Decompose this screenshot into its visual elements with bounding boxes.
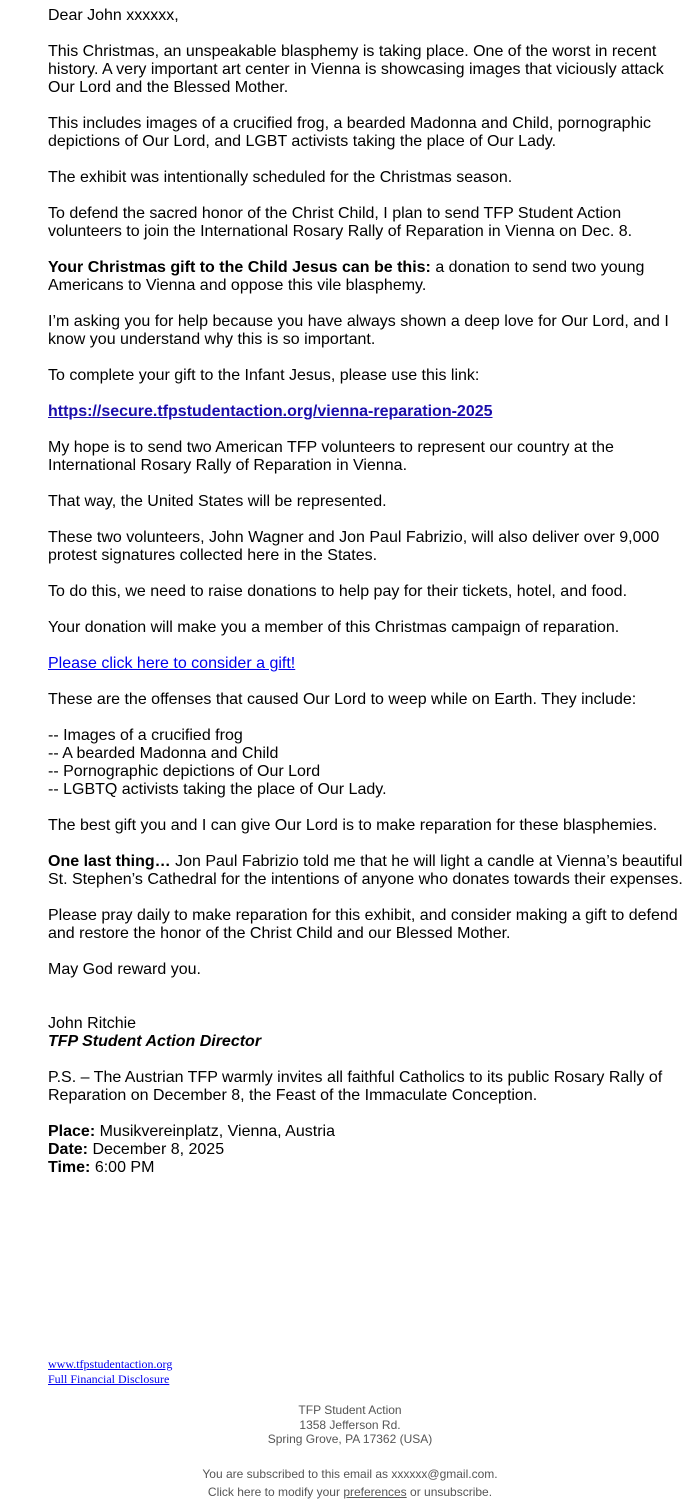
signer-name: John Ritchie xyxy=(48,1015,137,1032)
paragraph-reward: May God reward you. xyxy=(48,961,201,978)
donation-url-link[interactable]: https://secure.tfpstudentaction.org/vienna-reparation-2025 xyxy=(48,403,493,420)
last-thing-text: Jon Paul Fabrizio told me that he will light a candle at Vienna’s beautiful St. Stephen’s Cathedral for the intentions of anyone who donates towards their expenses. xyxy=(48,853,683,888)
gift-heading: Your Christmas gift to the Child Jesus can be this: xyxy=(48,259,431,276)
paragraph-schedule: The exhibit was intentionally scheduled for the Christmas season. xyxy=(48,169,513,186)
offenses-list xyxy=(48,727,693,799)
org-name: TFP Student Action xyxy=(298,1403,402,1417)
postscript: P.S. – The Austrian TFP warmly invites all faithful Catholics to its public Rosary Rally of Reparation on December 8, the Feast of the Immaculate Conception. xyxy=(48,1069,663,1104)
footer-links xyxy=(48,1357,172,1387)
paragraph-pray: Please pray daily to make reparation for this exhibit, and consider making a gift to defend and restore the honor of the Christ Child and our Blessed Mother. xyxy=(48,907,678,942)
paragraph-complete: To complete your gift to the Infant Jesus, please use this link: xyxy=(48,367,480,384)
gift-link-paragraph xyxy=(48,655,693,673)
event-time: Time: 6:00 PM xyxy=(48,1159,155,1176)
list-item: -- Images of a crucified frog xyxy=(48,727,243,744)
modify-notice: Click here to modify your preferences or unsubscribe. xyxy=(207,1485,493,1499)
list-item: -- A bearded Madonna and Child xyxy=(48,745,279,762)
list-item: -- Pornographic depictions of Our Lord xyxy=(48,763,321,780)
paragraph-gift xyxy=(48,259,693,295)
paragraph-offenses: These are the offenses that caused Our Lord to weep while on Earth. They include: xyxy=(48,691,637,708)
consider-gift-link[interactable]: Please click here to consider a gift! xyxy=(48,655,296,672)
donation-url-paragraph xyxy=(48,403,693,421)
paragraph-images: This includes images of a crucified frog, a bearded Madonna and Child, pornographic depictions of Our Lord, and LGBT activists taking the place of Our Lady. xyxy=(48,115,652,150)
signer-title: TFP Student Action Director xyxy=(48,1033,262,1050)
gift-text: a donation to send two young Americans to Vienna and oppose this vile blasphemy. xyxy=(48,259,645,294)
city-address: Spring Grove, PA 17362 (USA) xyxy=(267,1432,433,1446)
subscribed-notice: You are subscribed to this email as xxxxxx@gmail.com. xyxy=(202,1467,498,1481)
event-place: Place: Musikvereinplatz, Vienna, Austria xyxy=(48,1123,335,1140)
signature xyxy=(48,1015,693,1051)
footer-address xyxy=(0,1403,700,1447)
signature-spacer xyxy=(48,997,693,1015)
paragraph-member: Your donation will make you a member of this Christmas campaign of reparation. xyxy=(48,619,620,636)
paragraph-best-gift: The best gift you and I can give Our Lord is to make reparation for these blasphemies. xyxy=(48,817,658,834)
last-thing-heading: One last thing… xyxy=(48,853,171,870)
paragraph-volunteers: These two volunteers, John Wagner and Jon Paul Fabrizio, will also deliver over 9,000 protest signatures collected here in the States. xyxy=(48,529,660,564)
paragraph-hope: My hope is to send two American TFP volunteers to represent our country at the International Rosary Rally of Reparation in Vienna. xyxy=(48,439,614,474)
street-address: 1358 Jefferson Rd. xyxy=(299,1417,401,1432)
letter-body xyxy=(48,7,693,1195)
paragraph-intro: This Christmas, an unspeakable blasphemy is taking place. One of the worst in recent history. A very important art center in Vienna is showcasing images that viciously attack Our Lord and the Blessed Mother. xyxy=(48,43,664,96)
event-details xyxy=(48,1123,693,1177)
financial-disclosure-link[interactable]: Full Financial Disclosure xyxy=(48,1372,170,1386)
paragraph-last-thing xyxy=(48,853,693,889)
footer-subscription xyxy=(0,1465,700,1501)
paragraph-raise: To do this, we need to raise donations to help pay for their tickets, hotel, and food. xyxy=(48,583,628,600)
website-link[interactable]: www.tfpstudentaction.org xyxy=(48,1357,173,1371)
event-date: Date: December 8, 2025 xyxy=(48,1141,225,1158)
list-item: -- LGBTQ activists taking the place of Our Lady. xyxy=(48,781,387,798)
preferences-link[interactable]: preferences xyxy=(343,1485,407,1499)
paragraph-defend: To defend the sacred honor of the Christ Child, I plan to send TFP Student Action volunteers to join the International Rosary Rally of Reparation in Vienna on Dec. 8. xyxy=(48,205,633,240)
greeting: Dear John xxxxxx, xyxy=(48,7,179,24)
paragraph-represented: That way, the United States will be represented. xyxy=(48,493,387,510)
paragraph-asking: I’m asking you for help because you have always shown a deep love for Our Lord, and I know you understand why this is so important. xyxy=(48,313,669,348)
